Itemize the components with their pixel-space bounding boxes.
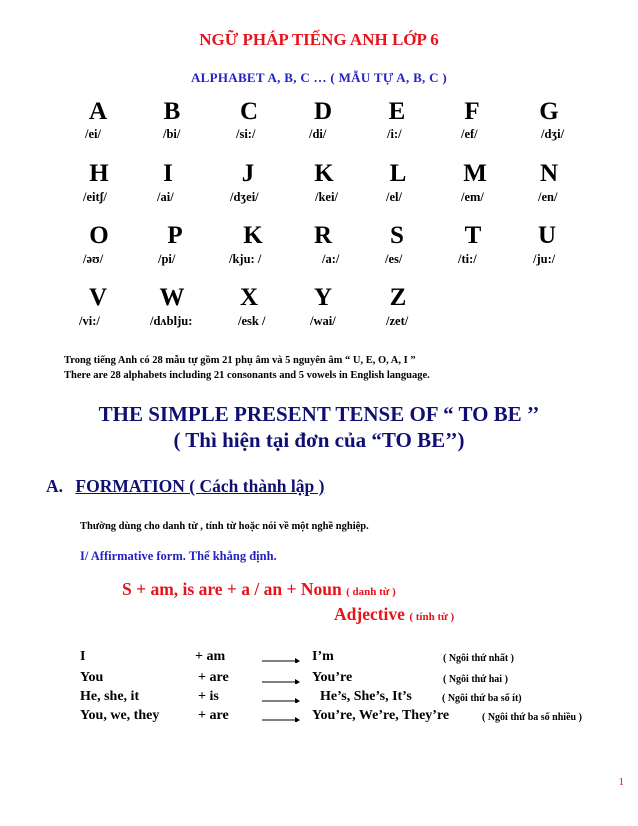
- alphabet-ipa: /pi/: [158, 252, 176, 266]
- arrow-icon: [262, 652, 300, 663]
- alphabet-ipa: /esk /: [238, 314, 266, 328]
- formula-line-2: [334, 604, 454, 625]
- conjugation-subject: You: [80, 670, 104, 685]
- alphabet-letter: G: [539, 98, 559, 125]
- alphabet-letter: W: [159, 284, 185, 311]
- alphabet-ipa: /eitʃ/: [83, 190, 107, 204]
- alphabet-ipa: /ti:/: [458, 252, 477, 266]
- alphabet-letter: P: [167, 222, 183, 249]
- tense-subheading: ( Thì hiện tại đơn của “TO BE’’): [173, 428, 465, 452]
- conjugation-subject: I: [80, 649, 86, 664]
- conjugation-person: ( Ngôi thứ hai ): [443, 674, 508, 685]
- formula-adjective-note: ( tính từ ): [409, 611, 455, 623]
- alphabet-letter: C: [239, 98, 259, 125]
- formula-line: [122, 579, 396, 600]
- alphabet-letter: D: [313, 98, 333, 125]
- alphabet-letter: R: [313, 222, 333, 249]
- alphabet-ipa: /em/: [461, 190, 484, 204]
- conjugation-contraction: He’s, She’s, It’s: [320, 689, 412, 704]
- conjugation-person: ( Ngôi thứ nhất ): [443, 653, 515, 664]
- tense-heading: THE SIMPLE PRESENT TENSE OF “ TO BE ’’: [98, 402, 540, 426]
- conjugation-contraction: You’re: [312, 670, 353, 685]
- conjugation-verb: + are: [198, 708, 229, 723]
- conjugation-contraction: You’re, We’re, They’re: [312, 708, 450, 723]
- alphabet-letter: X: [239, 284, 259, 311]
- alphabet-ipa: /es/: [385, 252, 403, 266]
- alphabet-subtitle: ALPHABET A, B, C … ( MẪU TỰ A, B, C ): [190, 70, 448, 85]
- alphabet-letter: B: [163, 98, 181, 125]
- alphabet-letter: Z: [389, 284, 407, 311]
- conjugation-verb: + am: [195, 649, 226, 664]
- alphabet-note-vietnamese: Trong tiếng Anh có 28 mẫu tự gồm 21 phụ âm và 5 nguyên âm “ U, E, O, A, I ”: [64, 355, 416, 366]
- alphabet-letter: E: [388, 98, 406, 125]
- alphabet-ipa: /ai/: [157, 190, 174, 204]
- alphabet-letter: K: [243, 222, 263, 249]
- alphabet-ipa: /el/: [386, 190, 402, 204]
- affirmative-label: I/ Affirmative form. Thể khẳng định.: [80, 549, 277, 563]
- alphabet-letter: K: [314, 160, 334, 187]
- formula-noun-note: ( danh từ ): [346, 586, 396, 598]
- alphabet-letter: Y: [313, 284, 333, 311]
- alphabet-note-english: There are 28 alphabets including 21 consonants and 5 vowels in English language.: [64, 370, 430, 381]
- alphabet-ipa: /ju:/: [533, 252, 556, 266]
- section-title: FORMATION ( Cách thành lập ): [75, 476, 325, 496]
- conjugation-person: ( Ngôi thứ ba số nhiều ): [482, 712, 582, 723]
- conjugation-verb: + is: [198, 689, 219, 704]
- page-title: NGỮ PHÁP TIẾNG ANH LỚP 6: [199, 30, 439, 49]
- alphabet-letter: V: [88, 284, 108, 311]
- alphabet-letter: U: [537, 222, 557, 249]
- arrow-icon: [262, 673, 300, 684]
- alphabet-ipa: /ef/: [461, 127, 478, 141]
- alphabet-letter: F: [464, 98, 480, 125]
- alphabet-ipa: /wai/: [310, 314, 336, 328]
- conjugation-subject: You, we, they: [80, 708, 160, 723]
- alphabet-ipa: /i:/: [387, 127, 402, 141]
- alphabet-letter: I: [163, 160, 173, 187]
- alphabet-ipa: /zet/: [386, 314, 409, 328]
- alphabet-ipa: /si:/: [236, 127, 256, 141]
- alphabet-ipa: /vi:/: [79, 314, 100, 328]
- alphabet-ipa: /bi/: [163, 127, 181, 141]
- alphabet-ipa: /əʊ/: [83, 252, 104, 266]
- alphabet-ipa: /di/: [309, 127, 327, 141]
- formula-adjective: Adjective: [334, 604, 405, 624]
- conjugation-subject: He, she, it: [80, 689, 140, 704]
- arrow-icon: [262, 692, 300, 703]
- conjugation-verb: + are: [198, 670, 229, 685]
- formula-main: S + am, is are + a / an + Noun: [122, 579, 342, 599]
- alphabet-letter: T: [464, 222, 482, 249]
- alphabet-ipa: /dʒei/: [230, 190, 259, 204]
- alphabet-letter: M: [463, 160, 487, 187]
- page-number: 1: [618, 776, 624, 788]
- alphabet-letter: J: [241, 160, 255, 187]
- usage-note: Thường dùng cho danh từ , tính từ hoặc nói về một nghề nghiệp.: [80, 521, 369, 532]
- alphabet-ipa: /a:/: [322, 252, 340, 266]
- alphabet-ipa: /dʒi/: [541, 127, 565, 141]
- alphabet-ipa: /en/: [538, 190, 558, 204]
- arrow-icon: [262, 711, 300, 722]
- conjugation-contraction: I’m: [312, 649, 334, 664]
- alphabet-letter: O: [89, 222, 109, 249]
- alphabet-letter: L: [389, 160, 407, 187]
- section-marker: A.: [46, 476, 64, 496]
- conjugation-person: ( Ngôi thứ ba số ít): [442, 693, 522, 704]
- alphabet-letter: H: [89, 160, 109, 187]
- alphabet-letter: N: [539, 160, 559, 187]
- alphabet-ipa: /kei/: [315, 190, 338, 204]
- alphabet-ipa: /dʌblju:: [150, 314, 193, 328]
- alphabet-ipa: /ei/: [85, 127, 101, 141]
- section-a-heading: [46, 476, 324, 497]
- alphabet-ipa: /kju: /: [229, 252, 262, 266]
- alphabet-letter: S: [390, 222, 404, 249]
- alphabet-letter: A: [88, 98, 108, 125]
